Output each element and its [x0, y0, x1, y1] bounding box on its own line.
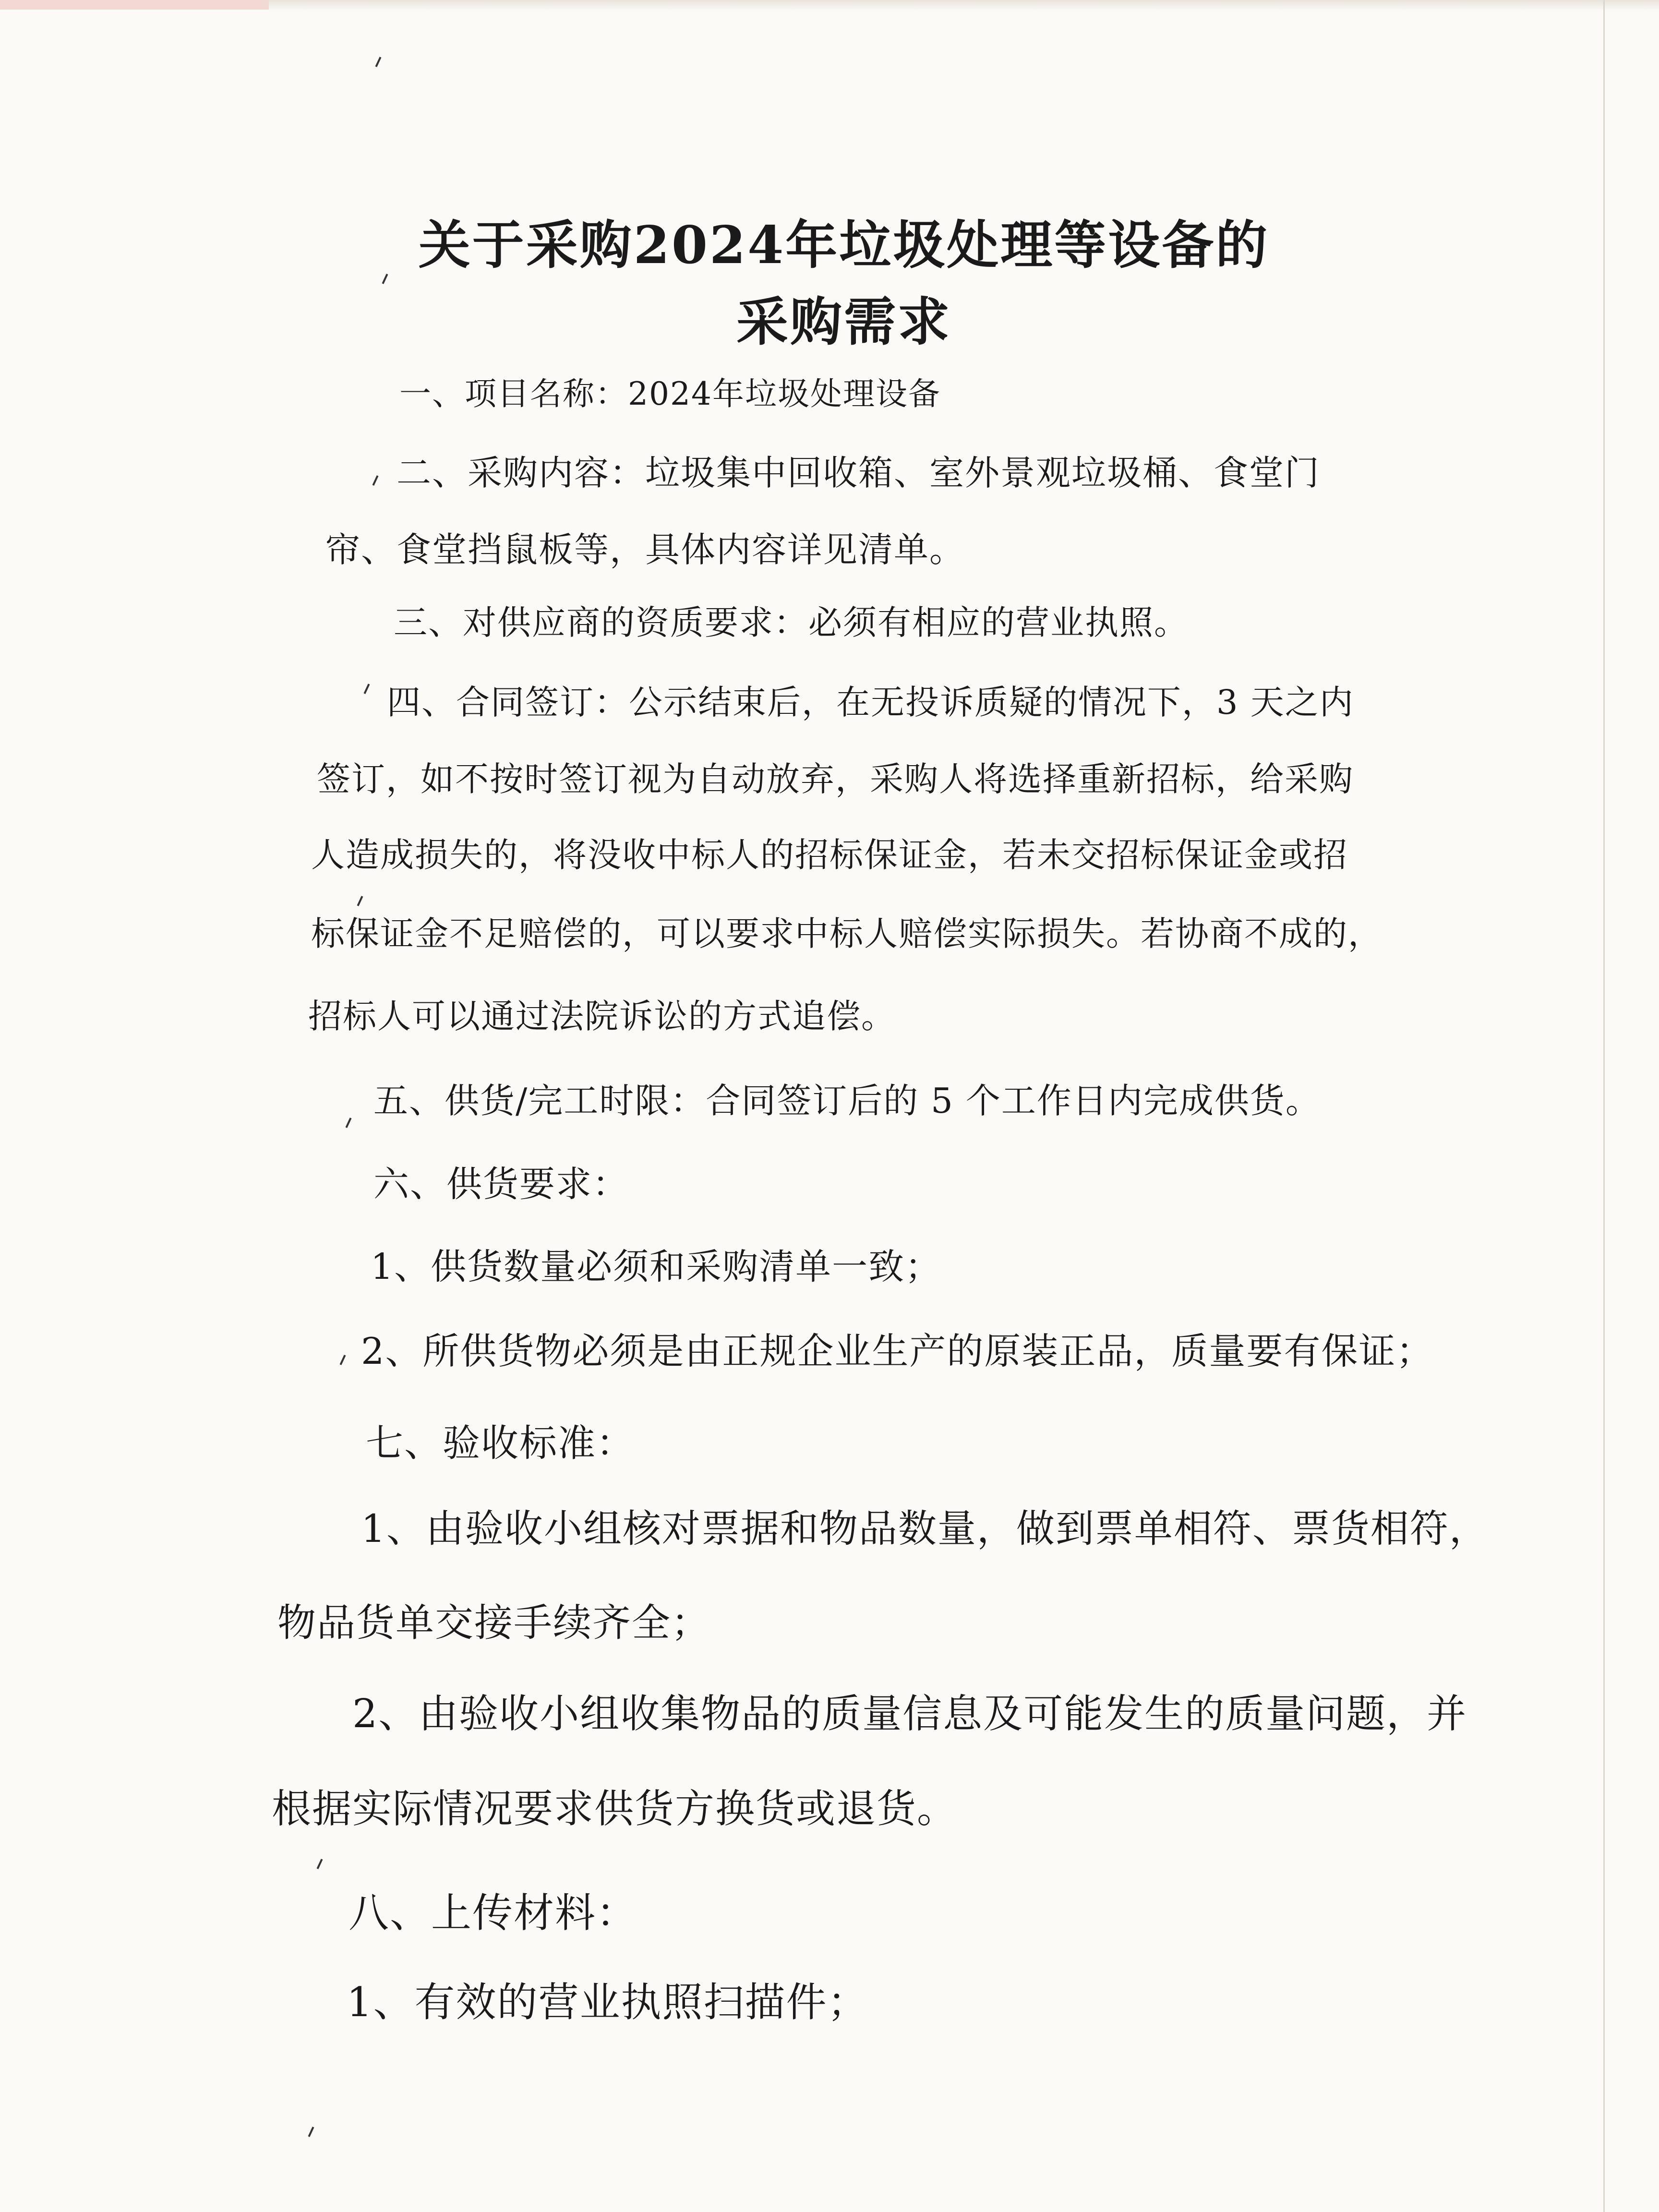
section-4-line-3: 人造成损失的，将没收中标人的招标保证金，若未交招标保证金或招 [311, 835, 1348, 875]
scan-speck [340, 1355, 346, 1365]
scan-speck [373, 475, 379, 486]
section-7-heading: 七、验收标准： [366, 1422, 635, 1465]
section-7-item-1-line-2: 物品货单交接手续齐全； [277, 1600, 710, 1645]
section-4-line-1: 四、合同签订：公示结束后，在无投诉质疑的情况下，3 天之内 [387, 683, 1354, 722]
scan-speck [357, 896, 363, 906]
scan-speck [317, 1859, 323, 1869]
section-7-item-1-line-1: 1、由验收小组核对票据和物品数量，做到票单相符、票货相符， [361, 1506, 1489, 1551]
scan-speck [346, 1118, 352, 1128]
section-2-line-2: 帘、食堂挡鼠板等，具体内容详见清单。 [325, 529, 965, 570]
section-7-item-2-line-2: 根据实际情况要求供货方换货或退货。 [272, 1786, 958, 1832]
corner-color-strip [0, 0, 269, 10]
section-8-item-1: 1、有效的营业执照扫描件； [347, 1979, 869, 2026]
section-6-item-2: 2、所供货物必须是由正规企业生产的原装正品，质量要有保证； [361, 1330, 1434, 1372]
scan-speck [308, 2127, 314, 2137]
section-4-line-5: 招标人可以通过法院诉讼的方式追偿。 [308, 997, 896, 1036]
section-6-heading: 六、供货要求： [373, 1164, 629, 1205]
document-title-line-2: 采购需求 [736, 292, 951, 352]
section-6-item-1: 1、供货数量必须和采购清单一致； [371, 1246, 942, 1287]
section-3-qualification: 三、对供应商的资质要求：必须有相应的营业执照。 [394, 603, 1189, 642]
section-4-line-2: 签订，如不按时签订视为自动放弃，采购人将选择重新招标，给采购 [317, 759, 1354, 799]
section-1-project-name: 一、项目名称：2024年垃圾处理设备 [399, 375, 941, 412]
section-2-line-1: 二、采购内容：垃圾集中回收箱、室外景观垃圾桶、食堂门 [397, 453, 1321, 493]
section-4-line-4: 标保证金不足赔偿的，可以要求中标人赔偿实际损失。若协商不成的， [311, 914, 1382, 953]
section-5-delivery-time: 五、供货/完工时限：合同签订后的 5 个工作日内完成供货。 [373, 1081, 1321, 1121]
document-title-line-1: 关于采购2024年垃圾处理等设备的 [418, 215, 1270, 276]
section-8-heading: 八、上传材料： [349, 1889, 638, 1936]
scan-speck [364, 684, 370, 694]
section-7-item-2-line-1: 2、由验收小组收集物品的质量信息及可能发生的质量问题，并 [352, 1691, 1467, 1737]
scan-speck [375, 57, 382, 67]
